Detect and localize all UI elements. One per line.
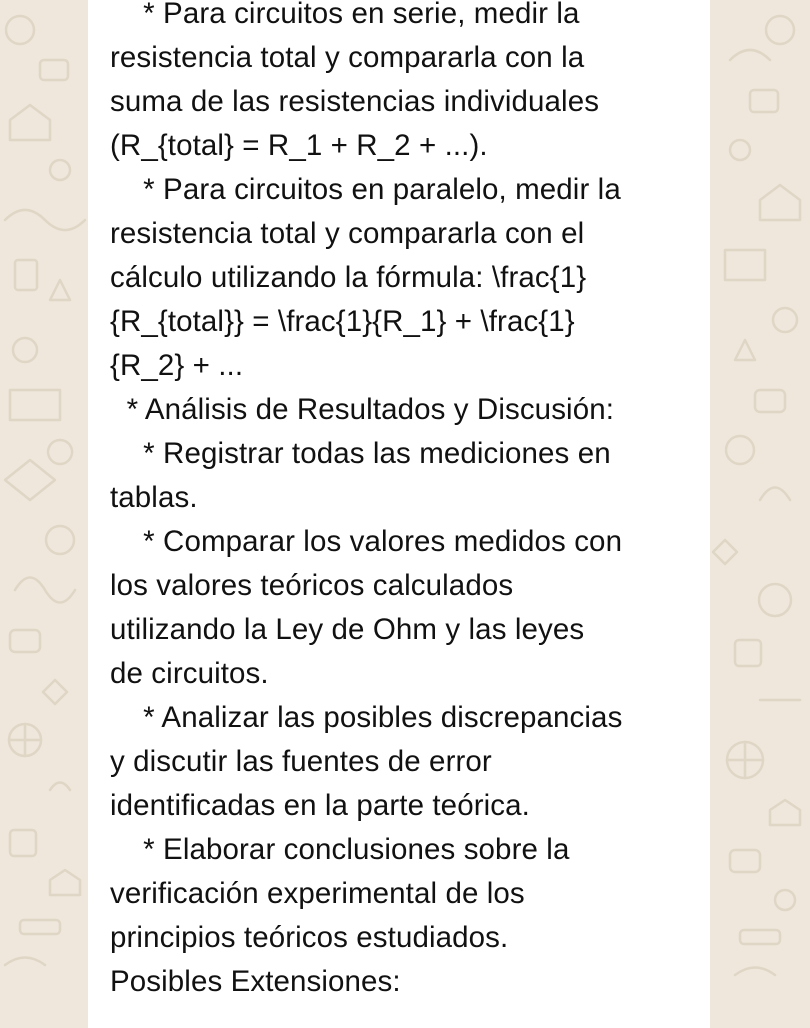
message-line: * Analizar las posibles discrepancias <box>110 701 623 734</box>
doodle-icon <box>6 16 34 44</box>
message-line: los valores teóricos calculados <box>110 569 514 602</box>
message-line: identificadas en la parte teórica. <box>110 789 530 822</box>
message-line: resistencia total y compararla con el <box>110 217 585 250</box>
message-line: * Registrar todas las mediciones en <box>110 437 611 470</box>
message-line: {R_2} + ... <box>110 349 244 382</box>
message-text <box>110 0 700 1004</box>
message-line: suma de las resistencias individuales <box>110 85 600 118</box>
message-line: tablas. <box>110 481 198 514</box>
message-line: Posibles Extensiones: <box>110 965 401 998</box>
message-line: resistencia total y compararla con la <box>110 41 585 74</box>
message-line: * Elaborar conclusiones sobre la <box>110 833 570 866</box>
message-line: cálculo utilizando la fórmula: \frac{1} <box>110 261 587 294</box>
message-line: * Comparar los valores medidos con <box>110 525 623 558</box>
message-line: verificación experimental de los <box>110 877 525 910</box>
message-line: {R_{total}} = \frac{1}{R_1} + \frac{1} <box>110 305 575 338</box>
message-line: de circuitos. <box>110 657 269 690</box>
message-line: * Para circuitos en paralelo, medir la <box>110 173 621 206</box>
message-line: * Para circuitos en serie, medir la <box>110 0 580 30</box>
message-line: principios teóricos estudiados. <box>110 921 509 954</box>
message-line: utilizando la Ley de Ohm y las leyes <box>110 613 585 646</box>
message-line: y discutir las fuentes de error <box>110 745 492 778</box>
message-line: * Análisis de Resultados y Discusión: <box>110 393 615 426</box>
message-line: (R_{total} = R_1 + R_2 + ...). <box>110 129 488 162</box>
house-icon <box>10 105 50 140</box>
